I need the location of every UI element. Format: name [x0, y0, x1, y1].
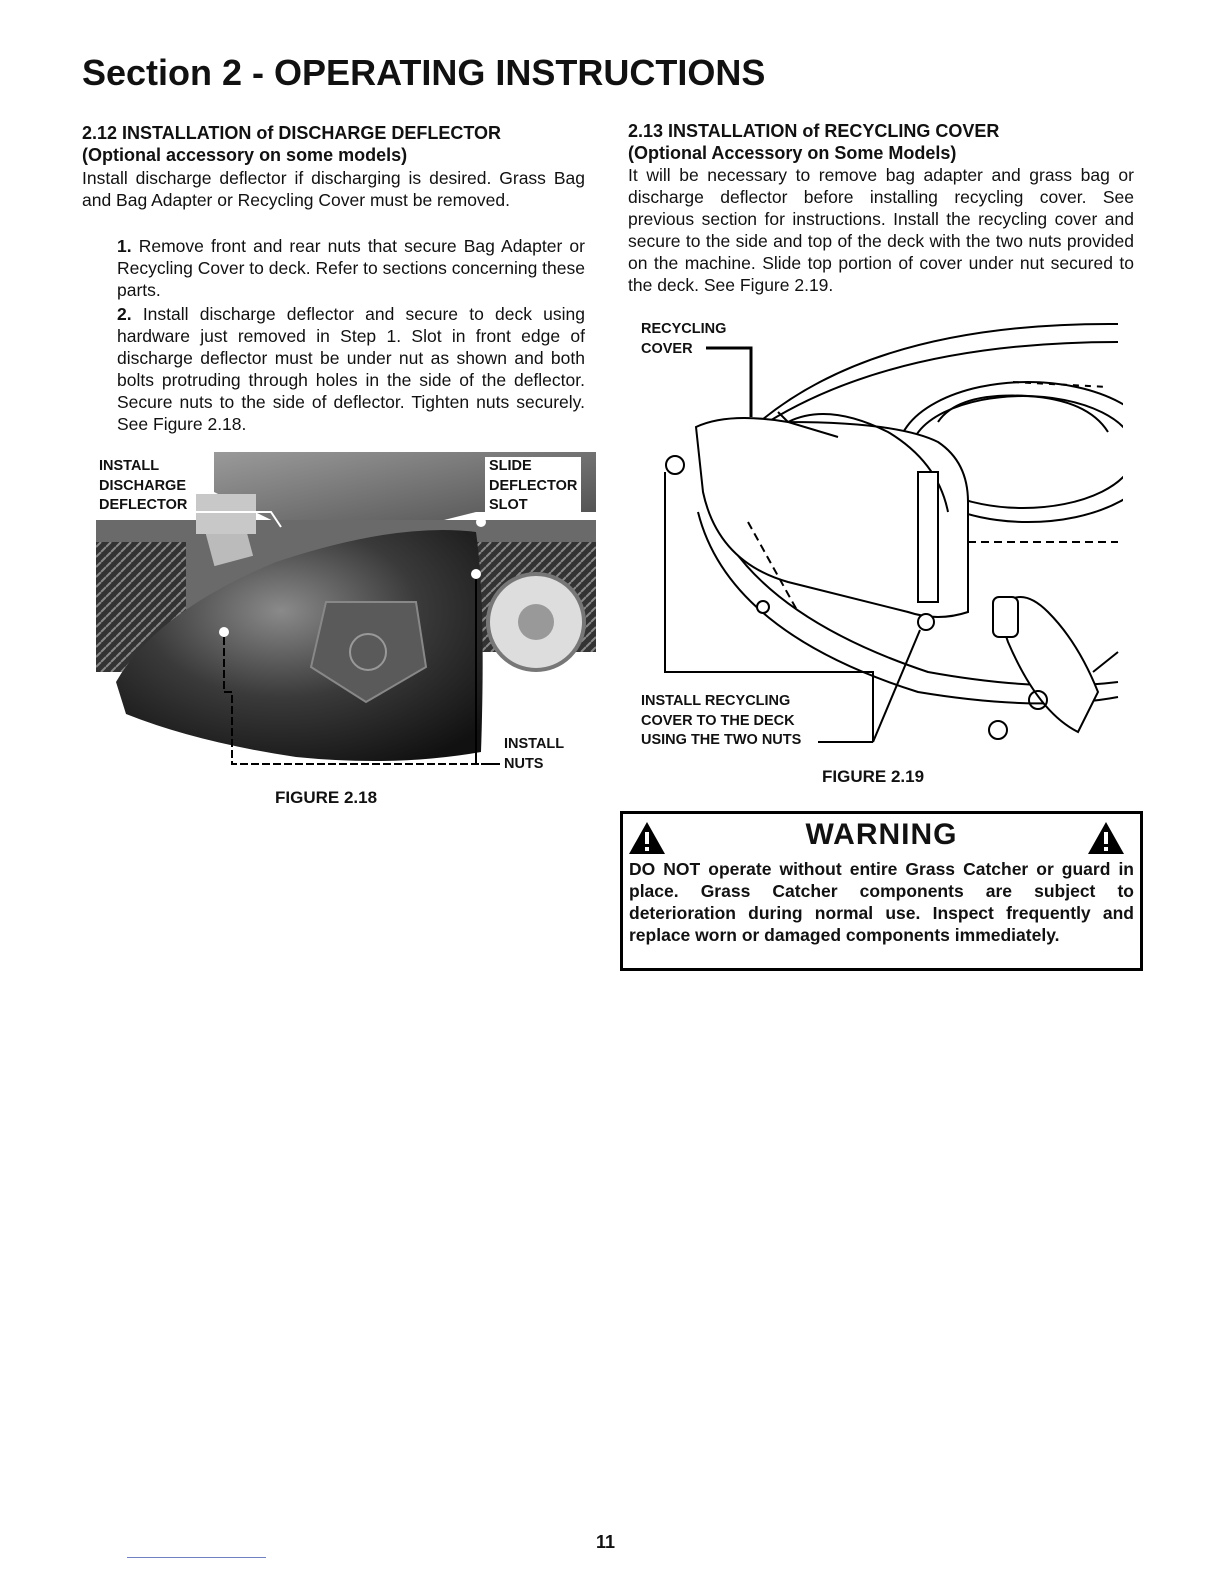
section-2-13-heading: 2.13 INSTALLATION of RECYCLING COVER [628, 121, 1000, 141]
warning-box [620, 811, 1143, 971]
step-2-number: 2. [117, 304, 132, 324]
warning-text: DO NOT operate without entire Grass Catcher or guard in place. Grass Catcher components are subject to deterioration during normal use. Inspect frequently and replace worn or damaged components immediately. [629, 859, 1134, 945]
step-2-text: Install discharge deflector and secure to deck using hardware just removed in Step 1. Slot in front edge of discharge deflector must be under nut as shown and both bolts protruding through holes in the side of the deflector. Secure nuts to the side of deflector. Tighten nuts securely. See Figure 2.18. [117, 304, 585, 434]
warning-triangle-icon [1086, 820, 1126, 856]
fig-2-19-label-recycling-cover [641, 320, 726, 359]
figure-2-18-caption: FIGURE 2.18 [275, 788, 378, 807]
label-deflector: DEFLECTOR [99, 497, 188, 513]
footer-rule [127, 1557, 266, 1558]
figure-2-19-caption: FIGURE 2.19 [822, 767, 925, 786]
label-slide: SLIDE [489, 458, 532, 474]
label-discharge: DISCHARGE [99, 477, 187, 494]
label-cover-to-deck: COVER TO THE DECK [641, 712, 795, 729]
section-2-12-subheading: (Optional accessory on some models) [82, 145, 408, 165]
section-2-13-body: It will be necessary to remove bag adapter and grass bag or discharge deflector before installing recycling cover. See previous section for instructions. Install the recycling cover and secure to the side and top of the deck with the two nuts provided on the machine. Slide top portion of cover under nut secured to the deck. See Figure 2.19. [628, 165, 1134, 295]
label-install-recycling: INSTALL RECYCLING [641, 693, 791, 709]
fig-2-18-label-slide-deflector-slot [485, 457, 581, 516]
page-number: 11 [596, 1532, 616, 1552]
warning-title: WARNING [805, 818, 958, 851]
label-install: INSTALL [99, 458, 160, 474]
section-2-12-intro: Install discharge deflector if discharging is desired. Grass Bag and Bag Adapter or Recycling Cover must be removed. [82, 168, 585, 210]
label-install-2: INSTALL [504, 736, 565, 752]
fig-2-18-label-install-discharge-deflector [99, 457, 191, 516]
label-using-two-nuts: USING THE TWO NUTS [641, 732, 802, 748]
figure-2-19 [638, 312, 1123, 754]
label-slot: SLOT [489, 497, 528, 513]
step-2 [117, 303, 585, 435]
section-2-12-heading: 2.12 INSTALLATION of DISCHARGE DEFLECTOR [82, 123, 502, 143]
page-title: Section 2 - OPERATING INSTRUCTIONS [82, 52, 766, 93]
section-2-13-subheading: (Optional Accessory on Some Models) [628, 143, 957, 163]
label-nuts: NUTS [504, 755, 544, 772]
label-cover: COVER [641, 340, 693, 357]
label-deflector-2: DEFLECTOR [489, 477, 578, 494]
step-1-text: Remove front and rear nuts that secure Bag Adapter or Recycling Cover to deck. Refer to sections concerning these parts. [117, 236, 585, 300]
fig-2-18-label-install-nuts [500, 735, 568, 774]
step-1-number: 1. [117, 236, 132, 256]
label-recycling: RECYCLING [641, 321, 727, 337]
recycling-cover-drawing [638, 312, 1123, 754]
step-1 [117, 235, 585, 301]
fig-2-19-label-install-recycling-cover [641, 692, 805, 751]
